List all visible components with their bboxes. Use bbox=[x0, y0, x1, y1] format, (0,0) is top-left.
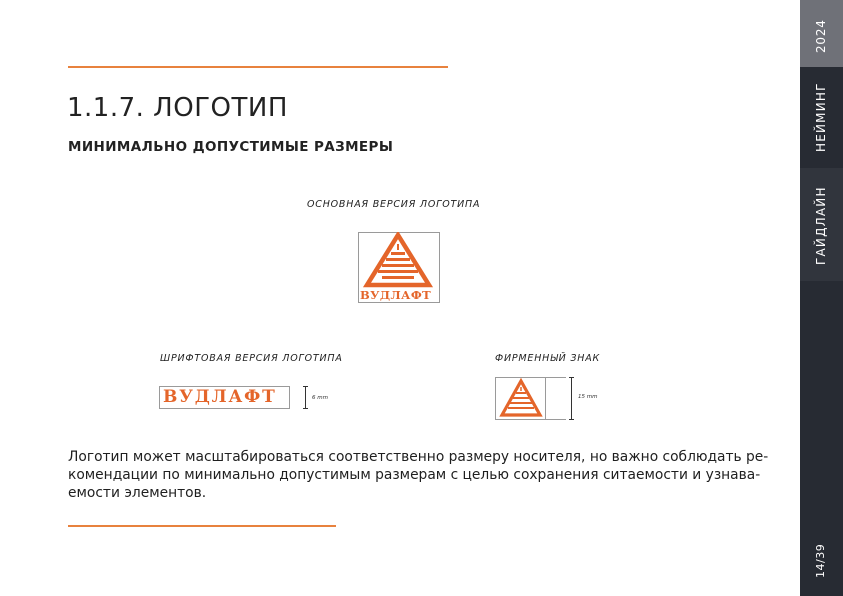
brand-sign-icon bbox=[495, 377, 546, 420]
body-paragraph bbox=[68, 448, 770, 502]
font-logo-dimension-marker bbox=[303, 386, 309, 409]
sidebar-year: 2024 bbox=[814, 19, 828, 53]
sign-dimension-label: 15 mm bbox=[578, 394, 598, 400]
sidebar bbox=[800, 0, 843, 596]
body-line: комендации по минимально допустимым размерам с целью сохранения ситаемости и узнава- bbox=[68, 467, 761, 483]
font-logo-dimension-label: 6 mm bbox=[312, 395, 328, 401]
sidebar-section-naming[interactable]: НЕЙМИНГ bbox=[814, 82, 828, 152]
sign-dimension-marker bbox=[569, 377, 575, 420]
font-logo-wordmark: ВУДЛАФТ bbox=[163, 387, 277, 407]
sign-caption: ФИРМЕННЫЙ ЗНАК bbox=[495, 353, 601, 364]
sign-frame-extension bbox=[546, 377, 566, 420]
main-logo-wordmark: ВУДЛАФТ bbox=[360, 288, 432, 302]
body-line: емости элементов. bbox=[68, 485, 207, 501]
main-logo-frame bbox=[358, 232, 440, 303]
main-logo-caption: ОСНОВНАЯ ВЕРСИЯ ЛОГОТИПА bbox=[307, 199, 481, 210]
sidebar-section-guide[interactable]: ГАЙДЛАЙН bbox=[814, 186, 828, 265]
sidebar-year-block bbox=[800, 0, 843, 67]
sign-frame bbox=[495, 377, 546, 420]
top-accent-rule bbox=[68, 66, 448, 68]
page-number: 14/39 bbox=[814, 543, 827, 578]
page-subtitle: МИНИМАЛЬНО ДОПУСТИМЫЕ РАЗМЕРЫ bbox=[68, 139, 394, 155]
font-logo-caption: ШРИФТОВАЯ ВЕРСИЯ ЛОГОТИПА bbox=[160, 353, 343, 364]
triangle-logo-icon bbox=[358, 232, 440, 292]
page-title: 1.1.7. ЛОГОТИП bbox=[67, 93, 288, 123]
body-line: Логотип может масштабироваться соответственно размеру носителя, но важно соблюдать ре- bbox=[68, 449, 769, 465]
bottom-accent-rule bbox=[68, 525, 336, 527]
font-logo-frame bbox=[159, 386, 290, 409]
